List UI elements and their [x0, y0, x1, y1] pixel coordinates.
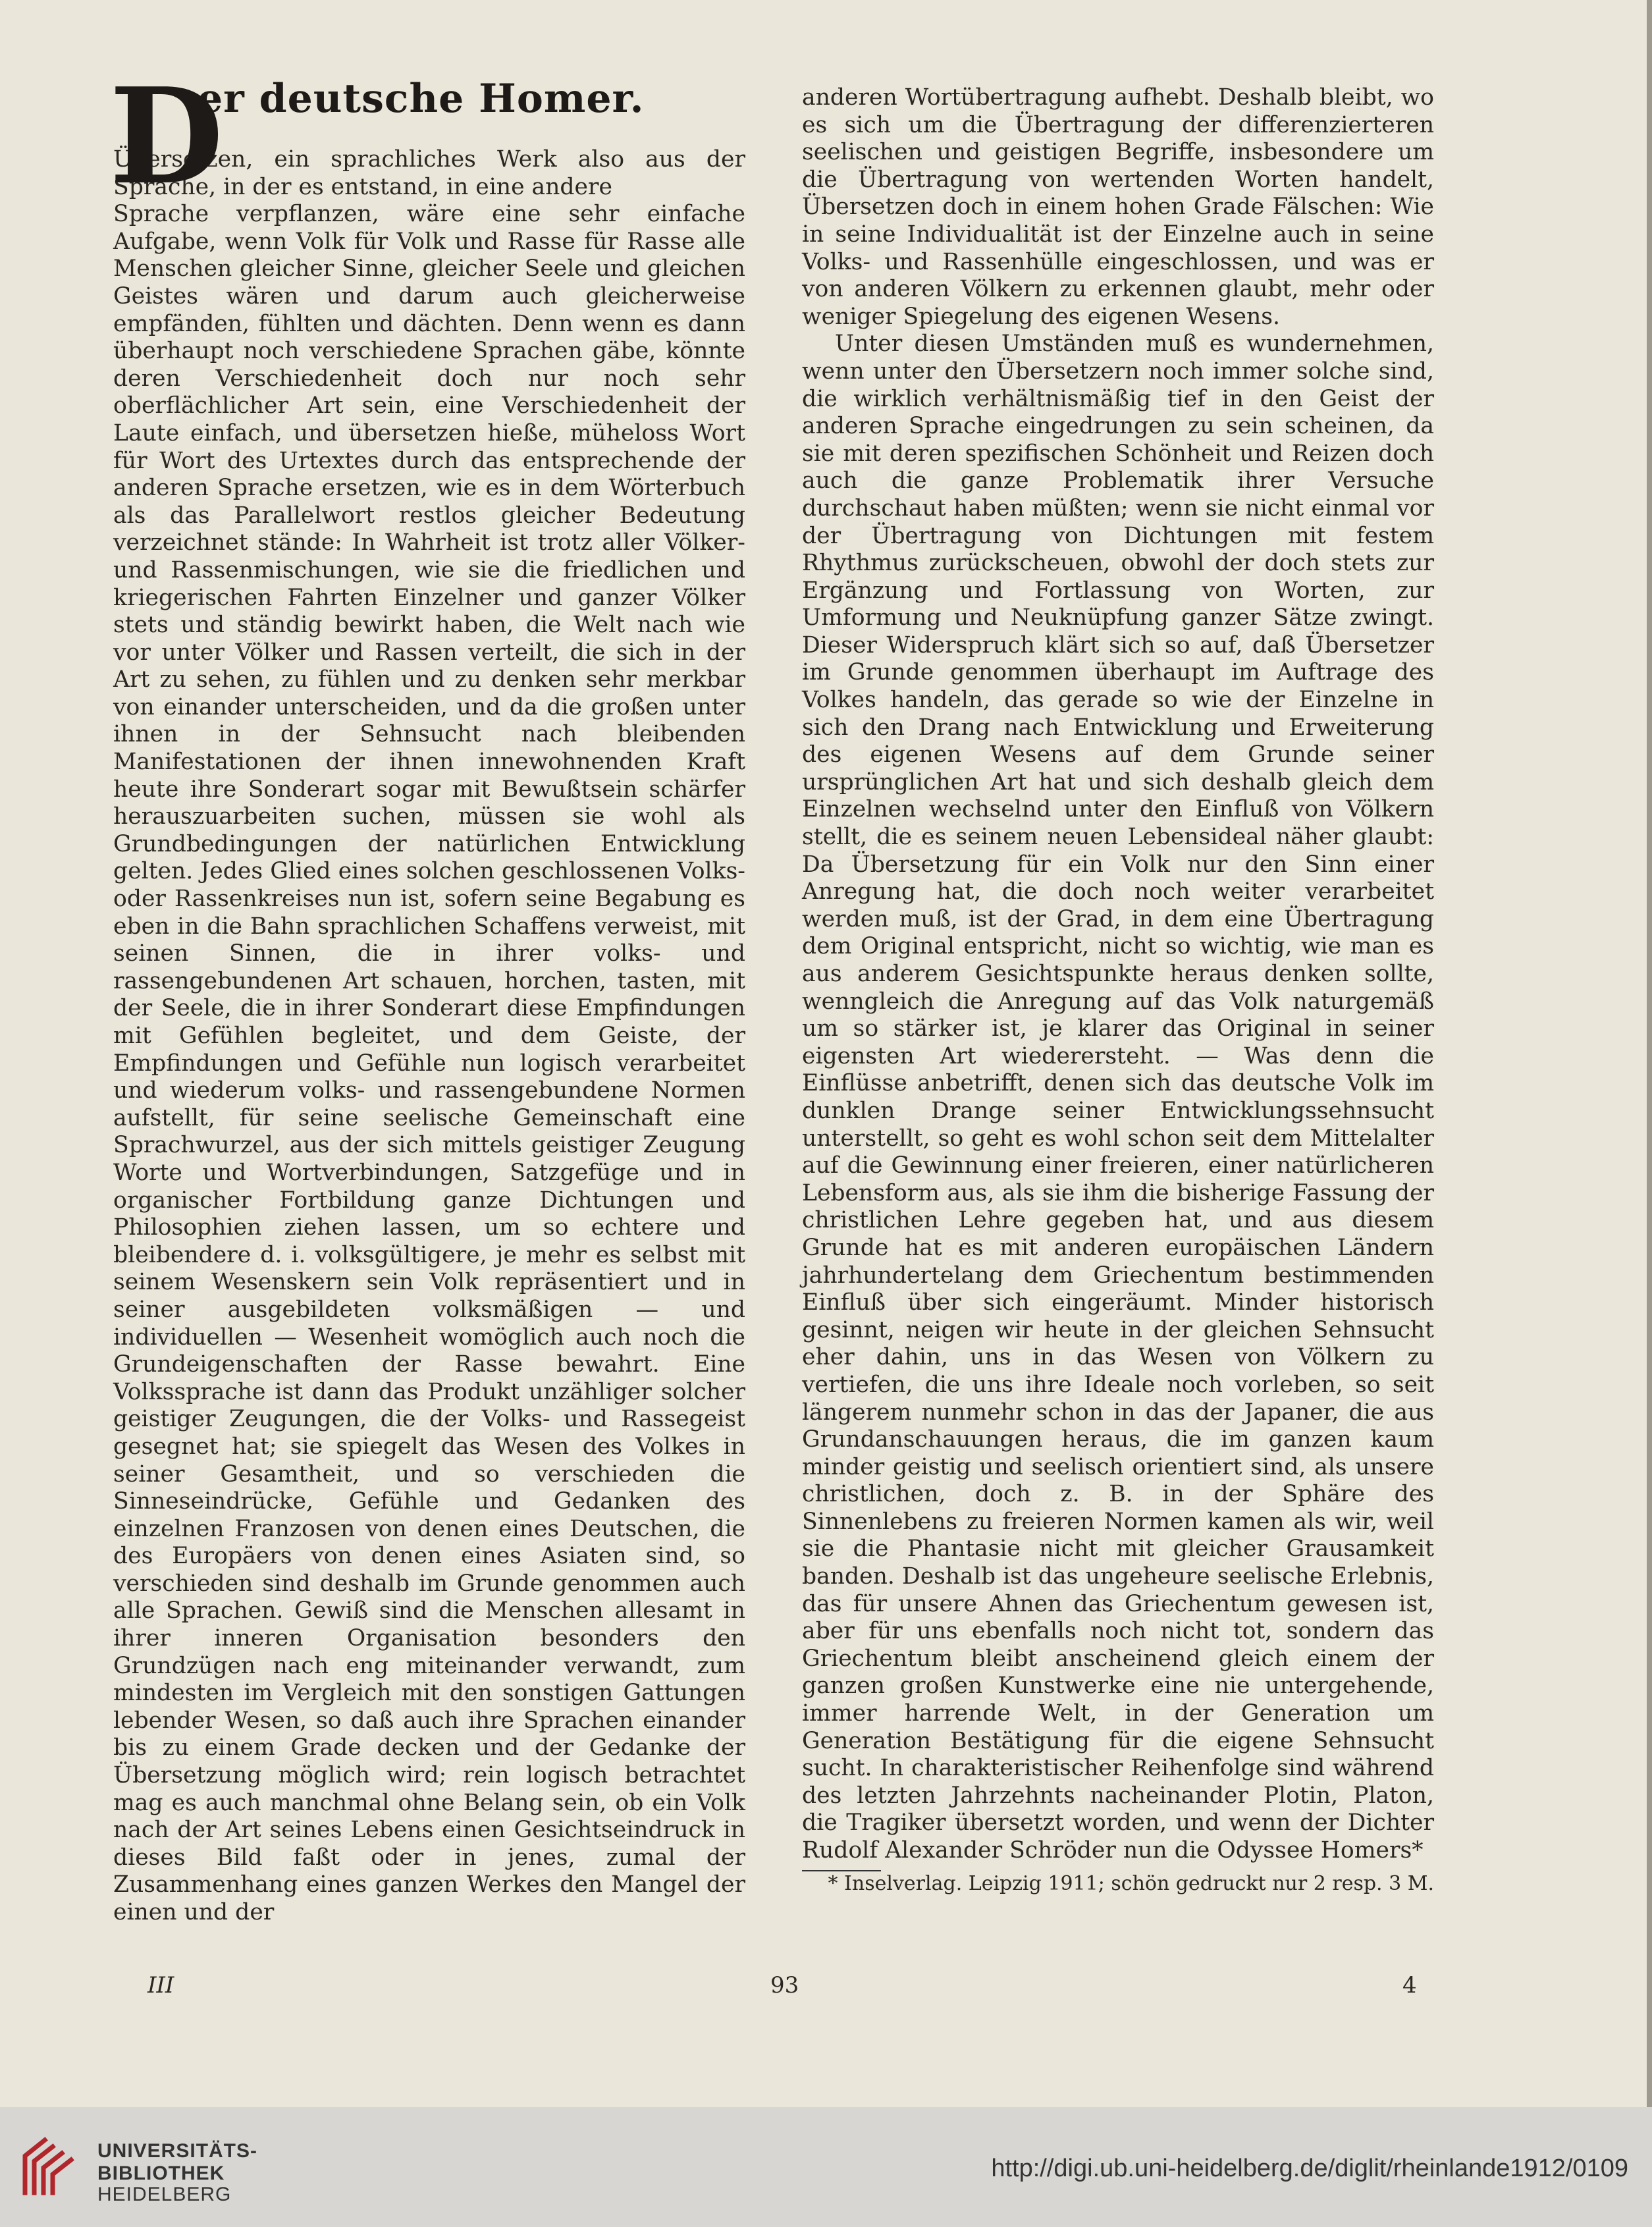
right-paragraph-1: anderen Wortübertragung aufhebt. Deshalb bleibt, wo es sich um die Übertragung der differenzierteren seelischen und geistigen Begriffe, insbesondere um die Übertragung von wertenden Worten handelt, Übersetzen doch in einem hohen Grade Fälschen: Wie in seine Individualität ist der Einzelne auch in seine Volks- und Rassenhülle eingeschlossen, und was er von anderen Völkern zu erkennen glaubt, mehr oder weniger Spiegelung des eigenen Wesens.	[802, 84, 1434, 330]
signature-mark: III	[147, 1972, 174, 1999]
digitization-footer	[0, 2107, 1652, 2227]
left-column	[109, 59, 745, 1927]
library-name-line-2: BIBLIOTHEK	[97, 2162, 225, 2184]
source-url-link[interactable]: http://digi.ub.uni-heidelberg.de/diglit/rheinlande1912/0109	[991, 2155, 1628, 2182]
library-name-line-1: UNIVERSITÄTS-	[97, 2140, 258, 2162]
dropcap-letter: D	[109, 59, 224, 214]
sheet-number: 4	[1402, 1972, 1417, 1999]
intro-paragraph: Übersetzen, ein sprachliches Werk also aus der Sprache, in der es entstand, in eine andere	[113, 146, 745, 200]
footnote: * Inselverlag. Leipzig 1911; schön gedruckt nur 2 resp. 3 M.	[828, 1871, 1434, 1895]
right-column	[802, 84, 1434, 1896]
page-number: 93	[770, 1972, 799, 1999]
left-body-paragraph: Sprache verpflanzen, wäre eine sehr einfache Aufgabe, wenn Volk für Volk und Rasse für Rasse alle Menschen gleicher Sinne, gleicher Seele und gleichen Geistes wären und darum auch gleicherweise empfänden, fühlten und dächten. Denn wenn es dann überhaupt noch verschiedene Sprachen gäbe, könnte deren Verschiedenheit doch nur noch sehr oberflächlicher Art sein, eine Verschiedenheit der Laute einfach, und übersetzen hieße, müheloss Wort für Wort des Urtextes durch das entsprechende der anderen Sprache ersetzen, wie es in dem Wörterbuch als das Parallelwort restlos gleicher Bedeutung verzeichnet stände: In Wahrheit ist trotz aller Völker- und Rassenmischungen, wie sie die friedlichen und kriegerischen Fahrten Einzelner und ganzer Völker stets und ständig bewirkt haben, die Welt nach wie vor unter Völker und Rassen verteilt, die sich in der Art zu sehen, zu fühlen und zu denken sehr merkbar von einander unterscheiden, und da die großen unter ihnen in der Sehnsucht nach bleibenden Manifestationen der ihnen innewohnenden Kraft heute ihre Sonderart sogar mit Bewußtsein schärfer herauszuarbeiten suchen, müssen sie wohl als Grundbedingungen der natürlichen Entwicklung gelten. Jedes Glied eines solchen geschlossenen Volks- oder Rassenkreises nun ist, sofern seine Begabung es eben in die Bahn sprachlichen Schaffens verweist, mit seinen Sinnen, die in ihrer volks- und rassengebundenen Art schauen, horchen, tasten, mit der Seele, die in ihrer Sonderart diese Empfindungen mit Gefühlen begleitet, und dem Geiste, der Empfindungen und Gefühle nun logisch verarbeitet und wiederum volks- und rassengebundene Normen aufstellt, für seine seelische Gemeinschaft eine Sprachwurzel, aus der sich mittels geistiger Zeugung Worte und Wortverbindungen, Satzgefüge und in organischer Fortbildung ganze Dichtungen und Philosophien ziehen lassen, um so echtere und bleibendere d. i. volksgültigere, je mehr es selbst mit seinem Wesenskern sein Volk repräsentiert und in seiner ausgebildeten volksmäßigen — und individuellen — Wesenheit womöglich auch noch die Grundeigenschaften der Rasse bewahrt. Eine Volkssprache ist dann das Produkt unzähliger solcher geistiger Zeugungen, die der Volks- und Rassegeist gesegnet hat; sie spiegelt das Wesen des Volkes in seiner Gesamtheit, und so verschieden die Sinneseindrücke, Gefühle und Gedanken des einzelnen Franzosen von denen eines Deutschen, die des Europäers von denen eines Asiaten sind, so verschieden sind deshalb im Grunde genommen auch alle Sprachen. Gewiß sind die Menschen allesamt in ihrer inneren Organisation besonders den Grundzügen nach eng miteinander verwandt, zum mindesten im Vergleich mit den sonstigen Gattungen lebender Wesen, so daß auch ihre Sprachen einander bis zu einem Grade decken und der Gedanke der Übersetzung möglich wird; rein logisch betrachtet mag es auch manchmal ohne Belang sein, ob ein Volk nach der Art seines Lebens einen Gesichtseindruck in dieses Bild faßt oder in jenes, zumal der Zusammenhang eines ganzen Werkes den Mangel der einen und der	[113, 201, 745, 1925]
right-paragraph-2: Unter diesen Umständen muß es wundernehmen, wenn unter den Übersetzern noch immer solche sind, die wirklich verhältnismäßig tief in den Geist der anderen Sprache eingedrungen zu sein scheinen, da sie mit deren spezifischen Schönheit und Reizen doch auch die ganze Problematik ihrer Versuche durchschaut haben müßten; wenn sie nicht einmal vor der Übertragung von Dichtungen mit festem Rhythmus zurückscheuen, obwohl der doch stets zur Ergänzung und Fortlassung von Worten, zur Umformung und Neuknüpfung ganzer Sätze zwingt. Dieser Widerspruch klärt sich so auf, daß Übersetzer im Grunde genommen überhaupt im Auftrage des Volkes handeln, das gerade so wie der Einzelne in sich den Drang nach Entwicklung und Erweiterung des eigenen Wesens auf dem Grunde seiner ursprünglichen Art hat und sich deshalb gleich dem Einzelnen wechselnd unter den Einfluß von Völkern stellt, die es seinem neuen Lebensideal näher glaubt: Da Übersetzung für ein Volk nur den Sinn einer Anregung hat, die doch noch weiter verarbeitet werden muß, ist der Grad, in dem eine Übertragung dem Original entspricht, nicht so wichtig, wie man es aus anderem Gesichtspunkte heraus denken sollte, wenngleich die Anregung auf das Volk naturgemäß um so stärker ist, je klarer das Original in seiner eigensten Art wiederersteht. — Was denn die Einflüsse anbetrifft, denen sich das deutsche Volk im dunklen Drange seiner Entwicklungssehnsucht unterstellt, so geht es wohl schon seit dem Mittelalter auf die Gewinnung einer freieren, einer natürlicheren Lebensform aus, als sie ihm die bisherige Fassung der christlichen Lehre gegeben hat, und aus diesem Grunde hat es mit anderen europäischen Ländern jahrhundertelang dem Griechentum bestimmenden Einfluß über sich eingeräumt. Minder historisch gesinnt, neigen wir heute in der gleichen Sehnsucht eher dahin, uns in das Wesen von Völkern zu vertiefen, die uns ihre Ideale noch vorleben, so seit längerem nunmehr schon in das der Japaner, die aus Grundanschauungen heraus, die im ganzen kaum minder geistig und seelisch orientiert sind, als unsere christlichen, doch z. B. in der Sphäre des Sinnenlebens zu freieren Normen kamen als wir, weil sie die Phantasie nicht mit gleicher Grausamkeit banden. Deshalb ist das ungeheure seelische Erlebnis, das für unsere Ahnen das Griechentum gewesen ist, aber für uns ebenfalls noch nicht tot, sondern das Griechentum bleibt anscheinend gleich einem der ganzen großen Kunstwerke eine nie untergehende, immer harrende Welt, in der Generation um Generation Bestätigung für die eigene Sehnsucht sucht. In charakteristischer Reihenfolge sind während des letzten Jahrzehnts nacheinander Plotin, Platon, die Tragiker übersetzt worden, und wenn der Dichter Rudolf Alexander Schröder nun die Odyssee Homers*	[802, 331, 1434, 1864]
library-logo-icon	[18, 2130, 78, 2202]
library-name-line-3: HEIDELBERG	[97, 2184, 232, 2205]
article-title: er deutsche Homer.	[198, 76, 645, 122]
